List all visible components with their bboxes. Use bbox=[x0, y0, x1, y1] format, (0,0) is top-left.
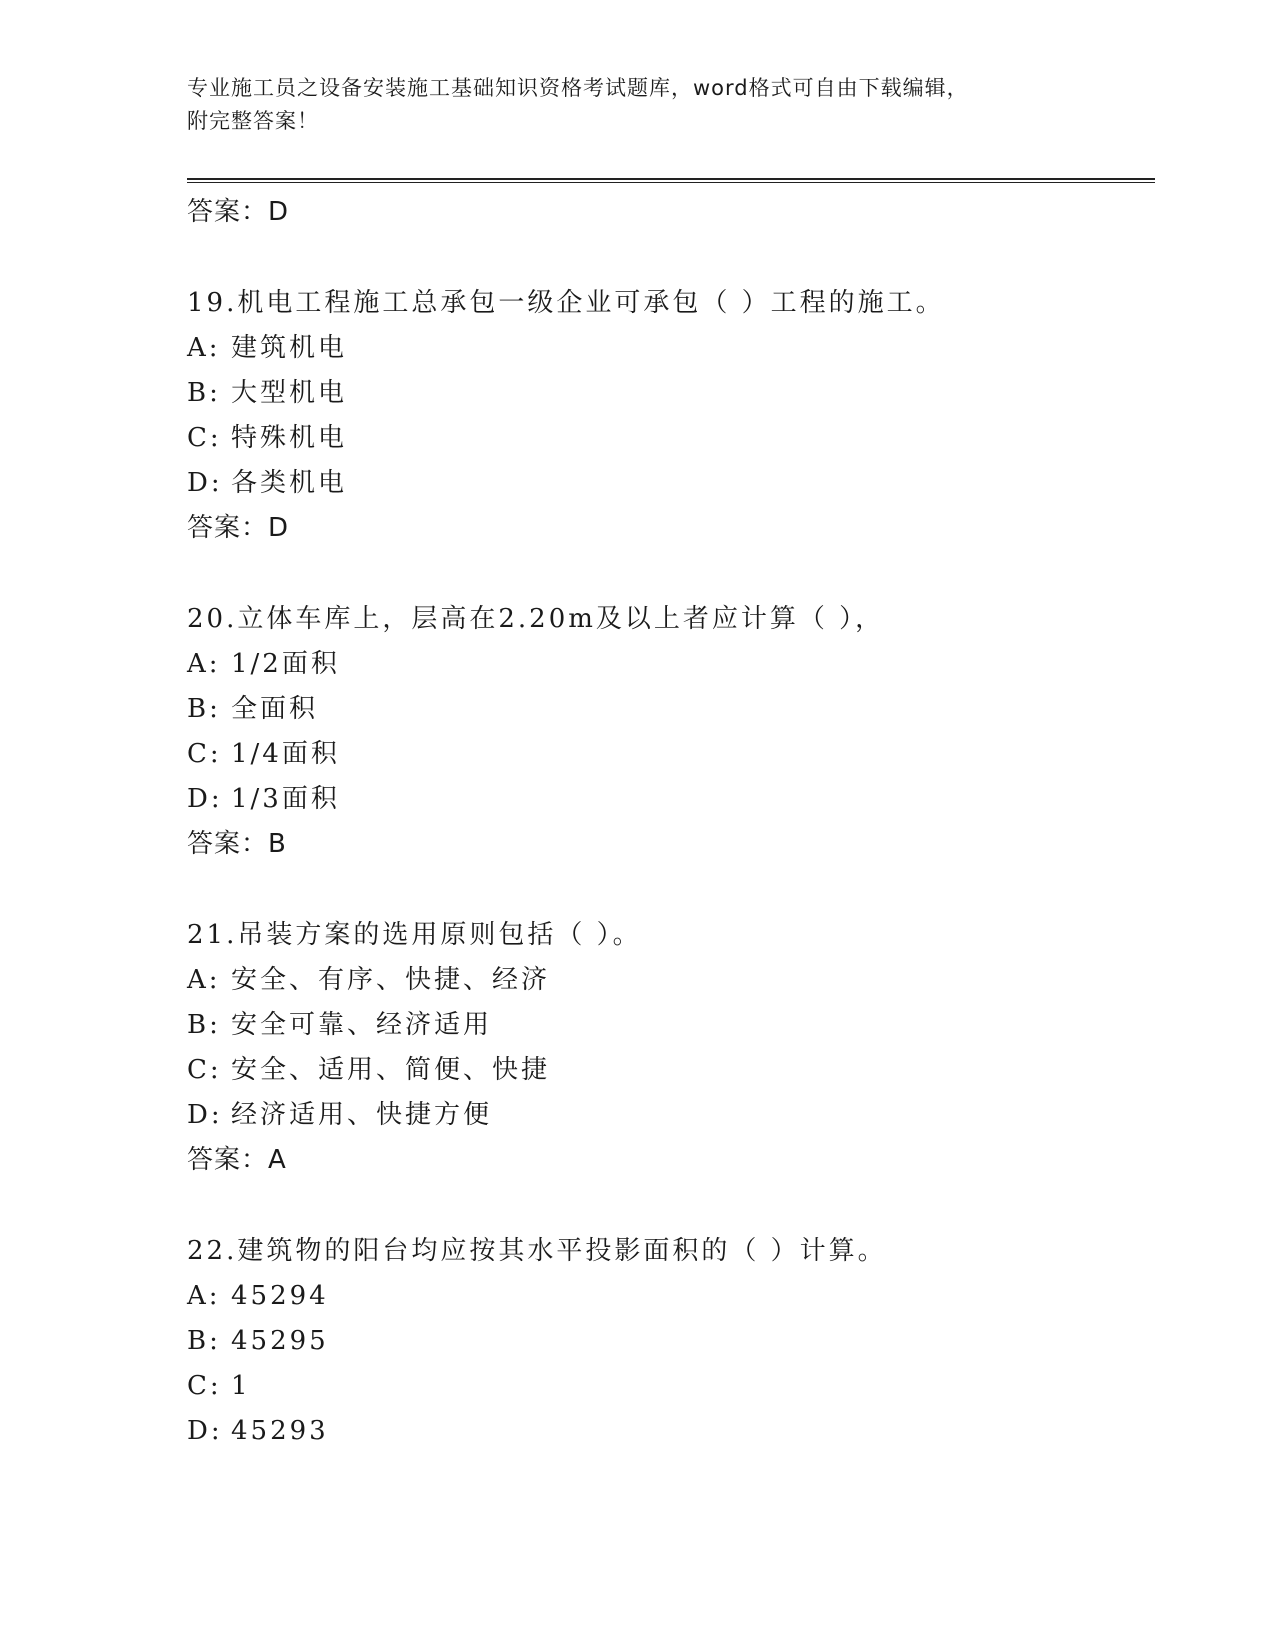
option-key: B: bbox=[187, 694, 221, 724]
option-key: C: bbox=[187, 1371, 222, 1401]
option-key: D: bbox=[187, 784, 223, 814]
option-text: 1 bbox=[231, 1371, 251, 1401]
header-divider bbox=[187, 178, 1155, 183]
option-text: 45293 bbox=[231, 1416, 329, 1446]
option-a bbox=[187, 958, 1155, 1003]
option-text: 45294 bbox=[231, 1281, 329, 1311]
option-a bbox=[187, 1274, 1155, 1319]
option-key: B: bbox=[187, 1010, 221, 1040]
option-key: A: bbox=[187, 649, 221, 679]
question-stem: 22.建筑物的阳台均应按其水平投影面积的（ ）计算。 bbox=[187, 1236, 887, 1266]
option-text: 大型机电 bbox=[231, 378, 348, 408]
option-text: 安全、有序、快捷、经济 bbox=[231, 965, 551, 995]
option-c bbox=[187, 416, 1155, 461]
option-c bbox=[187, 1048, 1155, 1093]
option-d bbox=[187, 1409, 1155, 1454]
option-d bbox=[187, 777, 1155, 822]
question-list bbox=[187, 190, 1155, 1454]
header-line-2: 附完整答案！ bbox=[187, 109, 319, 133]
option-key: A: bbox=[187, 1281, 221, 1311]
option-key: C: bbox=[187, 739, 222, 769]
option-c bbox=[187, 732, 1155, 777]
option-text: 1/4面积 bbox=[231, 739, 340, 769]
option-c bbox=[187, 1364, 1155, 1409]
option-d bbox=[187, 461, 1155, 506]
option-key: B: bbox=[187, 378, 221, 408]
question-stem: 21.吊装方案的选用原则包括（ ）。 bbox=[187, 920, 642, 950]
spacer bbox=[187, 867, 1155, 913]
option-a bbox=[187, 642, 1155, 687]
answer-line: 答案：B bbox=[187, 829, 287, 859]
question-stem: 20.立体车库上，层高在2.20m及以上者应计算（ ）， bbox=[187, 604, 885, 634]
question-block bbox=[187, 597, 1155, 867]
spacer bbox=[187, 1183, 1155, 1229]
header-line-1: 专业施工员之设备安装施工基础知识资格考试题库，word格式可自由下载编辑， bbox=[187, 76, 969, 100]
option-key: D: bbox=[187, 468, 223, 498]
document-header bbox=[187, 72, 1107, 138]
option-key: D: bbox=[187, 1416, 223, 1446]
question-block bbox=[187, 1229, 1155, 1454]
question-stem: 19.机电工程施工总承包一级企业可承包（ ）工程的施工。 bbox=[187, 288, 945, 318]
option-text: 1/3面积 bbox=[231, 784, 340, 814]
answer-line: 答案：A bbox=[187, 1145, 287, 1175]
option-b bbox=[187, 1003, 1155, 1048]
lead-answer: 答案：D bbox=[187, 197, 290, 227]
option-text: 建筑机电 bbox=[231, 333, 348, 363]
option-text: 45295 bbox=[231, 1326, 329, 1356]
option-text: 安全、适用、简便、快捷 bbox=[231, 1055, 551, 1085]
option-b bbox=[187, 687, 1155, 732]
option-key: C: bbox=[187, 1055, 222, 1085]
question-block bbox=[187, 913, 1155, 1183]
option-key: C: bbox=[187, 423, 222, 453]
option-text: 全面积 bbox=[231, 694, 319, 724]
option-key: B: bbox=[187, 1326, 221, 1356]
option-key: D: bbox=[187, 1100, 223, 1130]
option-text: 各类机电 bbox=[231, 468, 348, 498]
spacer bbox=[187, 551, 1155, 597]
option-text: 1/2面积 bbox=[231, 649, 340, 679]
answer-line: 答案：D bbox=[187, 513, 290, 543]
question-block bbox=[187, 281, 1155, 551]
option-d bbox=[187, 1093, 1155, 1138]
option-key: A: bbox=[187, 965, 221, 995]
option-text: 经济适用、快捷方便 bbox=[231, 1100, 493, 1130]
option-text: 安全可靠、经济适用 bbox=[231, 1010, 493, 1040]
option-b bbox=[187, 1319, 1155, 1364]
option-b bbox=[187, 371, 1155, 416]
option-a bbox=[187, 326, 1155, 371]
spacer bbox=[187, 235, 1155, 281]
option-key: A: bbox=[187, 333, 221, 363]
option-text: 特殊机电 bbox=[231, 423, 348, 453]
